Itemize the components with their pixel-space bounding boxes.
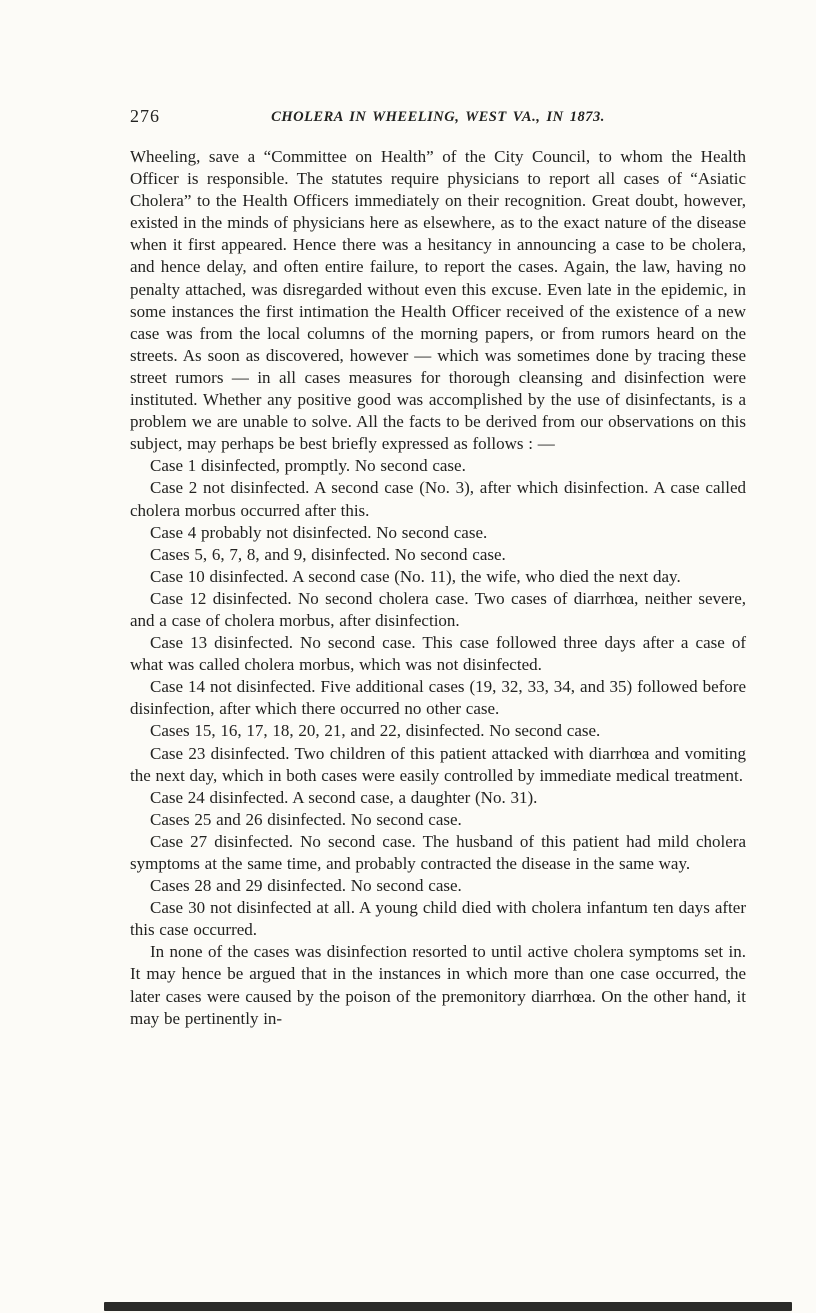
paragraph: Case 30 not disinfected at all. A young child died with cholera infantum ten days after this case occurred. (130, 898, 746, 940)
paragraph: Wheeling, save a “Committee on Health” of the City Council, to whom the Health Officer is responsible. The statutes require physicians to report all cases of “Asiatic Cholera” to the Health Officers immediately on their recognition. Great doubt, however, existed in the minds of physicians here as elsewhere, as to the exact nature of the disease when it first appeared. Hence there was a hesitancy in announcing a case to be cholera, and hence delay, and often entire failure, to report the cases. Again, the law, having no penalty attached, was disregarded without even this excuse. Even late in the epidemic, in some instances the first intimation the Health Officer received of the existence of a new case was from the local columns of the morning papers, or from rumors heard on the streets. As soon as discovered, however — which was sometimes done by tracing these street rumors — in all cases measures for thorough cleansing and disinfection were instituted. Whether any positive good was accomplished by the use of disinfectants, is a problem we are unable to solve. All the facts to be derived from our observations on this subject, may perhaps be best briefly expressed as follows : — (130, 147, 746, 454)
paragraph: Case 27 disinfected. No second case. The husband of this patient had mild cholera symptoms at the same time, and probably contracted the disease in the same way. (130, 831, 746, 873)
scan-edge-artifact (104, 1302, 792, 1311)
paragraph: Cases 15, 16, 17, 18, 20, 21, and 22, disinfected. No second case. (150, 721, 601, 741)
paragraph: Case 1 disinfected, promptly. No second case. (150, 456, 466, 476)
paragraph: In none of the cases was disinfection resorted to until active cholera symptoms set in. It may hence be argued that in the instances in which more than one case occurred, the later cases were caused by the poison of the premonitory diarrhœa. On the other hand, it may be pertinently in- (130, 942, 746, 1028)
paragraph: Cases 5, 6, 7, 8, and 9, disinfected. No second case. (150, 544, 506, 564)
page-number: 276 (130, 106, 160, 126)
running-title: CHOLERA IN WHEELING, WEST VA., IN 1873. (271, 109, 605, 125)
paragraph: Case 13 disinfected. No second case. This case followed three days after a case of what was called cholera morbus, which was not disinfected. (130, 633, 746, 675)
paragraph: Case 4 probably not disinfected. No second case. (150, 522, 488, 542)
paragraph: Cases 25 and 26 disinfected. No second case. (150, 809, 462, 829)
body-text (130, 146, 746, 1030)
paragraph: Case 2 not disinfected. A second case (No. 3), after which disinfection. A case called cholera morbus occurred after this. (130, 478, 746, 520)
paragraph: Case 23 disinfected. Two children of this patient attacked with diarrhœa and vomiting the next day, which in both cases were easily controlled by immediate medical treatment. (130, 743, 746, 785)
paragraph: Case 12 disinfected. No second cholera case. Two cases of diarrhœa, neither severe, and a case of cholera morbus, after disinfection. (130, 588, 746, 630)
page-header (130, 106, 746, 130)
paragraph: Case 10 disinfected. A second case (No. 11), the wife, who died the next day. (150, 566, 681, 586)
paragraph: Case 14 not disinfected. Five additional cases (19, 32, 33, 34, and 35) followed before disinfection, after which there occurred no other case. (130, 677, 746, 719)
paragraph: Case 24 disinfected. A second case, a daughter (No. 31). (150, 787, 538, 807)
paragraph: Cases 28 and 29 disinfected. No second case. (150, 876, 462, 896)
